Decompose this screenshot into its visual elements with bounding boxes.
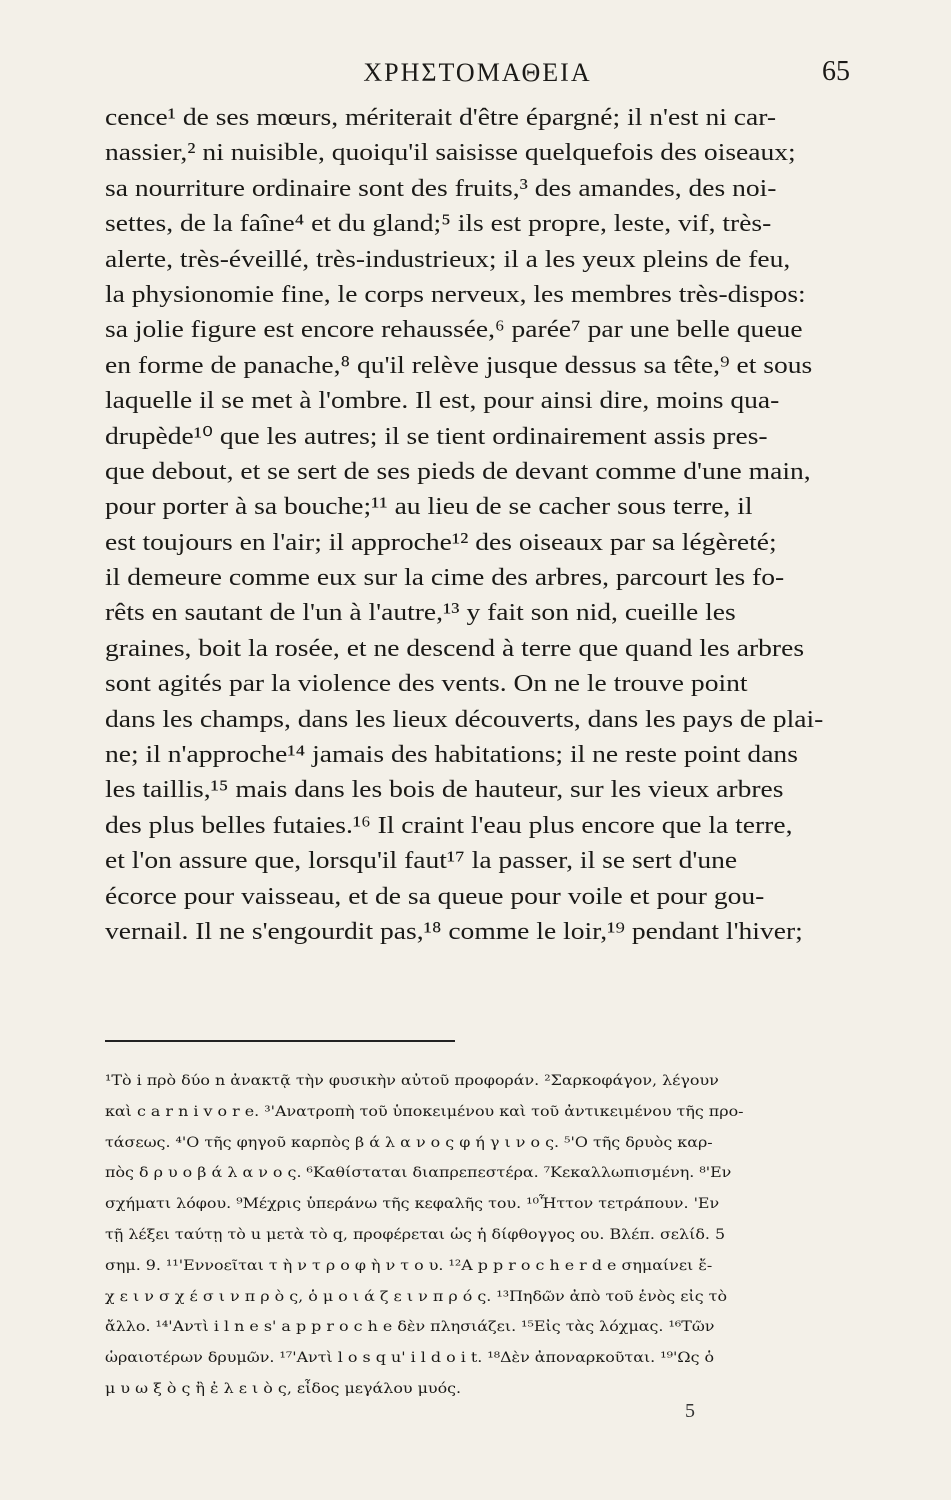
- body-line: en forme de panache,⁸ qu'il relève jusque dessus sa tête,⁹ et sous: [105, 351, 813, 379]
- footnote-line: ἄλλο. ¹⁴'Αντὶ i l n e s' a p p r o c h e δὲν πλησιάζει. ¹⁵Εἰς τὰς λόχμας. ¹⁶Τῶν: [105, 1319, 715, 1336]
- footnote-line: τῇ λέξει ταύτῃ τὸ u μετὰ τὸ q, προφέρεται ὡς ἡ δίφθογγος ου. Βλέπ. σελίδ. 5: [105, 1226, 726, 1243]
- body-line: drupède¹⁰ que les autres; il se tient ordinairement assis pres-: [105, 422, 768, 450]
- body-line: des plus belles futaies.¹⁶ Il craint l'eau plus encore que la terre,: [105, 811, 793, 839]
- footnotes: [105, 1068, 850, 1407]
- footnote-line: ¹Τὸ i πρὸ δύο n ἀνακτᾷ τὴν φυσικὴν αὐτοῦ προφοράν. ²Σαρκοφάγον, λέγουν: [105, 1073, 719, 1089]
- footnote-line: ὡραιοτέρων δρυμῶν. ¹⁷'Αντὶ l o s q u' i l d o i t. ¹⁸Δὲν ἀποναρκοῦται. ¹⁹'Ως ὁ: [105, 1350, 715, 1367]
- body-text: [105, 100, 850, 949]
- page-header: [105, 52, 850, 92]
- body-line: laquelle il se met à l'ombre. Il est, pour ainsi dire, moins qua-: [105, 387, 780, 415]
- body-line: nassier,² ni nuisible, quoiqu'il saisisse quelquefois des oiseaux;: [105, 139, 796, 167]
- body-line: graines, boit la rosée, et ne descend à terre que quand les arbres: [105, 634, 805, 662]
- footnote-rule: [105, 1040, 455, 1042]
- footnote-line: μ υ ω ξ ὸ ς ἢ ἐ λ ε ι ὸ ς, εἶδος μεγάλου μυός.: [105, 1380, 462, 1397]
- body-line: sa nourriture ordinaire sont des fruits,³ des amandes, des noi-: [105, 174, 777, 202]
- body-line: et l'on assure que, lorsqu'il faut¹⁷ la passer, il se sert d'une: [105, 847, 738, 875]
- footnote-line: σχήματι λόφου. ⁹Μέχρις ὑπεράνω τῆς κεφαλῆς του. ¹⁰Ἧττον τετράπουν. 'Εν: [105, 1196, 720, 1213]
- body-line: la physionomie fine, le corps nerveux, les membres très-dispos:: [105, 280, 806, 308]
- running-title: ΧΡΗΣΤΟΜΑΘΕΙΑ: [363, 58, 592, 87]
- signature-mark: 5: [685, 1400, 695, 1422]
- body-line: rêts en sautant de l'un à l'autre,¹³ y fait son nid, cueille les: [105, 599, 736, 627]
- body-line: cence¹ de ses mœurs, mériterait d'être épargné; il n'est ni car-: [105, 104, 777, 131]
- footnote-line: καὶ c a r n i v o r e. ³'Ανατροπὴ τοῦ ὑποκειμένου καὶ τοῦ ἀντικειμένου τῆς προ-: [105, 1103, 744, 1120]
- body-line: ne; il n'approche¹⁴ jamais des habitations; il ne reste point dans: [105, 741, 798, 769]
- body-line: alerte, très-éveillé, très-industrieux; il a les yeux pleins de feu,: [105, 245, 791, 273]
- body-line: écorce pour vaisseau, et de sa queue pour voile et pour gou-: [105, 882, 765, 910]
- body-line: vernail. Il ne s'engourdit pas,¹⁸ comme le loir,¹⁹ pendant l'hiver;: [105, 917, 803, 945]
- body-line: pour porter à sa bouche;¹¹ au lieu de se cacher sous terre, il: [105, 493, 753, 521]
- body-line: est toujours en l'air; il approche¹² des oiseaux par sa légèreté;: [105, 528, 777, 556]
- body-line: que debout, et se sert de ses pieds de devant comme d'une main,: [105, 457, 811, 485]
- footnote-line: σημ. 9. ¹¹'Εννοεῖται τ ὴ ν τ ρ ο φ ὴ ν τ ο υ. ¹²A p p r o c h e r d e σημαίνει ἔ-: [105, 1257, 713, 1274]
- body-line: les taillis,¹⁵ mais dans les bois de hauteur, sur les vieux arbres: [105, 776, 784, 804]
- body-line: dans les champs, dans les lieux découverts, dans les pays de plai-: [105, 705, 824, 733]
- footnote-line: τάσεως. ⁴'Ο τῆς φηγοῦ καρπὸς β ά λ α ν ο ς φ ή γ ι ν ο ς. ⁵'Ο τῆς δρυὸς καρ-: [105, 1134, 713, 1151]
- body-line: sont agités par la violence des vents. On ne le trouve point: [105, 670, 748, 698]
- footnote-line: πὸς δ ρ υ ο β ά λ α ν ο ς. ⁶Καθίσταται διαπρεπεστέρα. ⁷Κεκαλλωπισμένη. ⁸'Εν: [105, 1165, 732, 1182]
- body-line: sa jolie figure est encore rehaussée,⁶ parée⁷ par une belle queue: [105, 316, 803, 344]
- body-line: settes, de la faîne⁴ et du gland;⁵ ils est propre, leste, vif, très-: [105, 210, 772, 238]
- body-line: il demeure comme eux sur la cime des arbres, parcourt les fo-: [105, 564, 785, 592]
- footnote-line: χ ε ι ν σ χ έ σ ι ν π ρ ὸ ς, ὁ μ ο ι ά ζ ε ι ν π ρ ό ς. ¹³Πηδῶν ἀπὸ τοῦ ἑνὸς εἰς τὸ: [105, 1288, 728, 1305]
- page-number: 65: [822, 56, 850, 87]
